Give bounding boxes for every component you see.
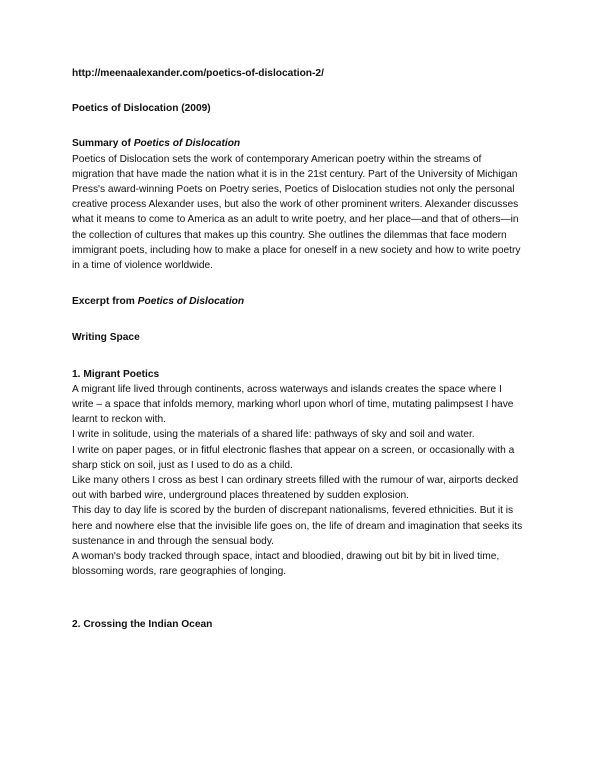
document-title: Poetics of Dislocation (2009): [72, 103, 211, 115]
body-paragraph: [72, 443, 534, 473]
body-line: sustenance in and through the sensual body.: [72, 535, 275, 547]
section-heading: Writing Space: [72, 332, 140, 344]
body-paragraph: [72, 473, 534, 503]
summary-line: Press's award-winning Poets on Poetry series, Poetics of Dislocation studies not only the personal: [72, 184, 515, 196]
summary-heading-prefix: Summary of: [72, 138, 134, 150]
body-line: This day to day life is scored by the burden of discrepant nationalisms, fevered ethnicities. But it is: [72, 505, 514, 517]
summary-line: what it means to come to America as an adult to write poetry, and her place—and that of others—in: [72, 214, 519, 226]
body-line: I write in solitude, using the materials of a shared life: pathways of sky and soil and water.: [72, 429, 475, 441]
body-line: learnt to reckon with.: [72, 414, 166, 426]
body-line: write – a space that infolds memory, marking whorl upon whorl of time, mutating palimpsest I have: [72, 399, 514, 411]
body-paragraph: [72, 503, 534, 549]
body-paragraph: [72, 549, 534, 579]
excerpt-heading-title: Poetics of Dislocation: [137, 296, 245, 308]
body-line: blossoming words, rare geographies of longing.: [72, 566, 287, 578]
summary-line: in a time of violence worldwide.: [72, 260, 213, 272]
summary-line: migration that have made the nation what it is in the 21st century. Part of the University of Michigan: [72, 168, 518, 180]
body-line: A woman's body tracked through space, intact and bloodied, drawing out bit by bit in lived time,: [72, 551, 500, 563]
body-line: I write on paper pages, or in fitful electronic flashes that appear on a screen, or occasionally with a: [72, 444, 515, 456]
document-page: [72, 66, 534, 633]
part2-heading: 2. Crossing the Indian Ocean: [72, 619, 213, 631]
body-line: Like many others I cross as best I can ordinary streets filled with the rumour of war, airports decked: [72, 475, 519, 487]
summary-paragraph: [72, 152, 534, 274]
summary-line: immigrant poets, including how to make a place for oneself in a new society and how to write poetry: [72, 244, 521, 256]
source-url: http://meenaalexander.com/poetics-of-dislocation-2/: [72, 68, 324, 79]
body-line: out with barbed wire, underground places threatened by sudden explosion.: [72, 490, 409, 502]
summary-line: creative process Alexander uses, but also the work of other prominent writers. Alexander discusses: [72, 199, 519, 211]
body-paragraph: [72, 382, 534, 428]
excerpt-heading: [72, 294, 534, 309]
part1-heading: 1. Migrant Poetics: [72, 368, 160, 380]
summary-line: Poetics of Dislocation sets the work of contemporary American poetry within the streams of: [72, 153, 482, 165]
body-paragraph: [72, 427, 534, 442]
summary-heading: [72, 136, 534, 151]
body-line: sharp stick on soil, just as I used to do as a child.: [72, 459, 293, 471]
summary-heading-title: Poetics of Dislocation: [133, 138, 241, 150]
body-line: A migrant life lived through continents, across waterways and islands creates the space where I: [72, 383, 502, 395]
excerpt-heading-prefix: Excerpt from: [72, 296, 138, 308]
summary-line: the collection of cultures that makes up this country. She outlines the dilemmas that face modern: [72, 229, 507, 241]
body-line: here and nowhere else that the invisible life goes on, the life of dream and imagination that seeks its: [72, 520, 523, 532]
